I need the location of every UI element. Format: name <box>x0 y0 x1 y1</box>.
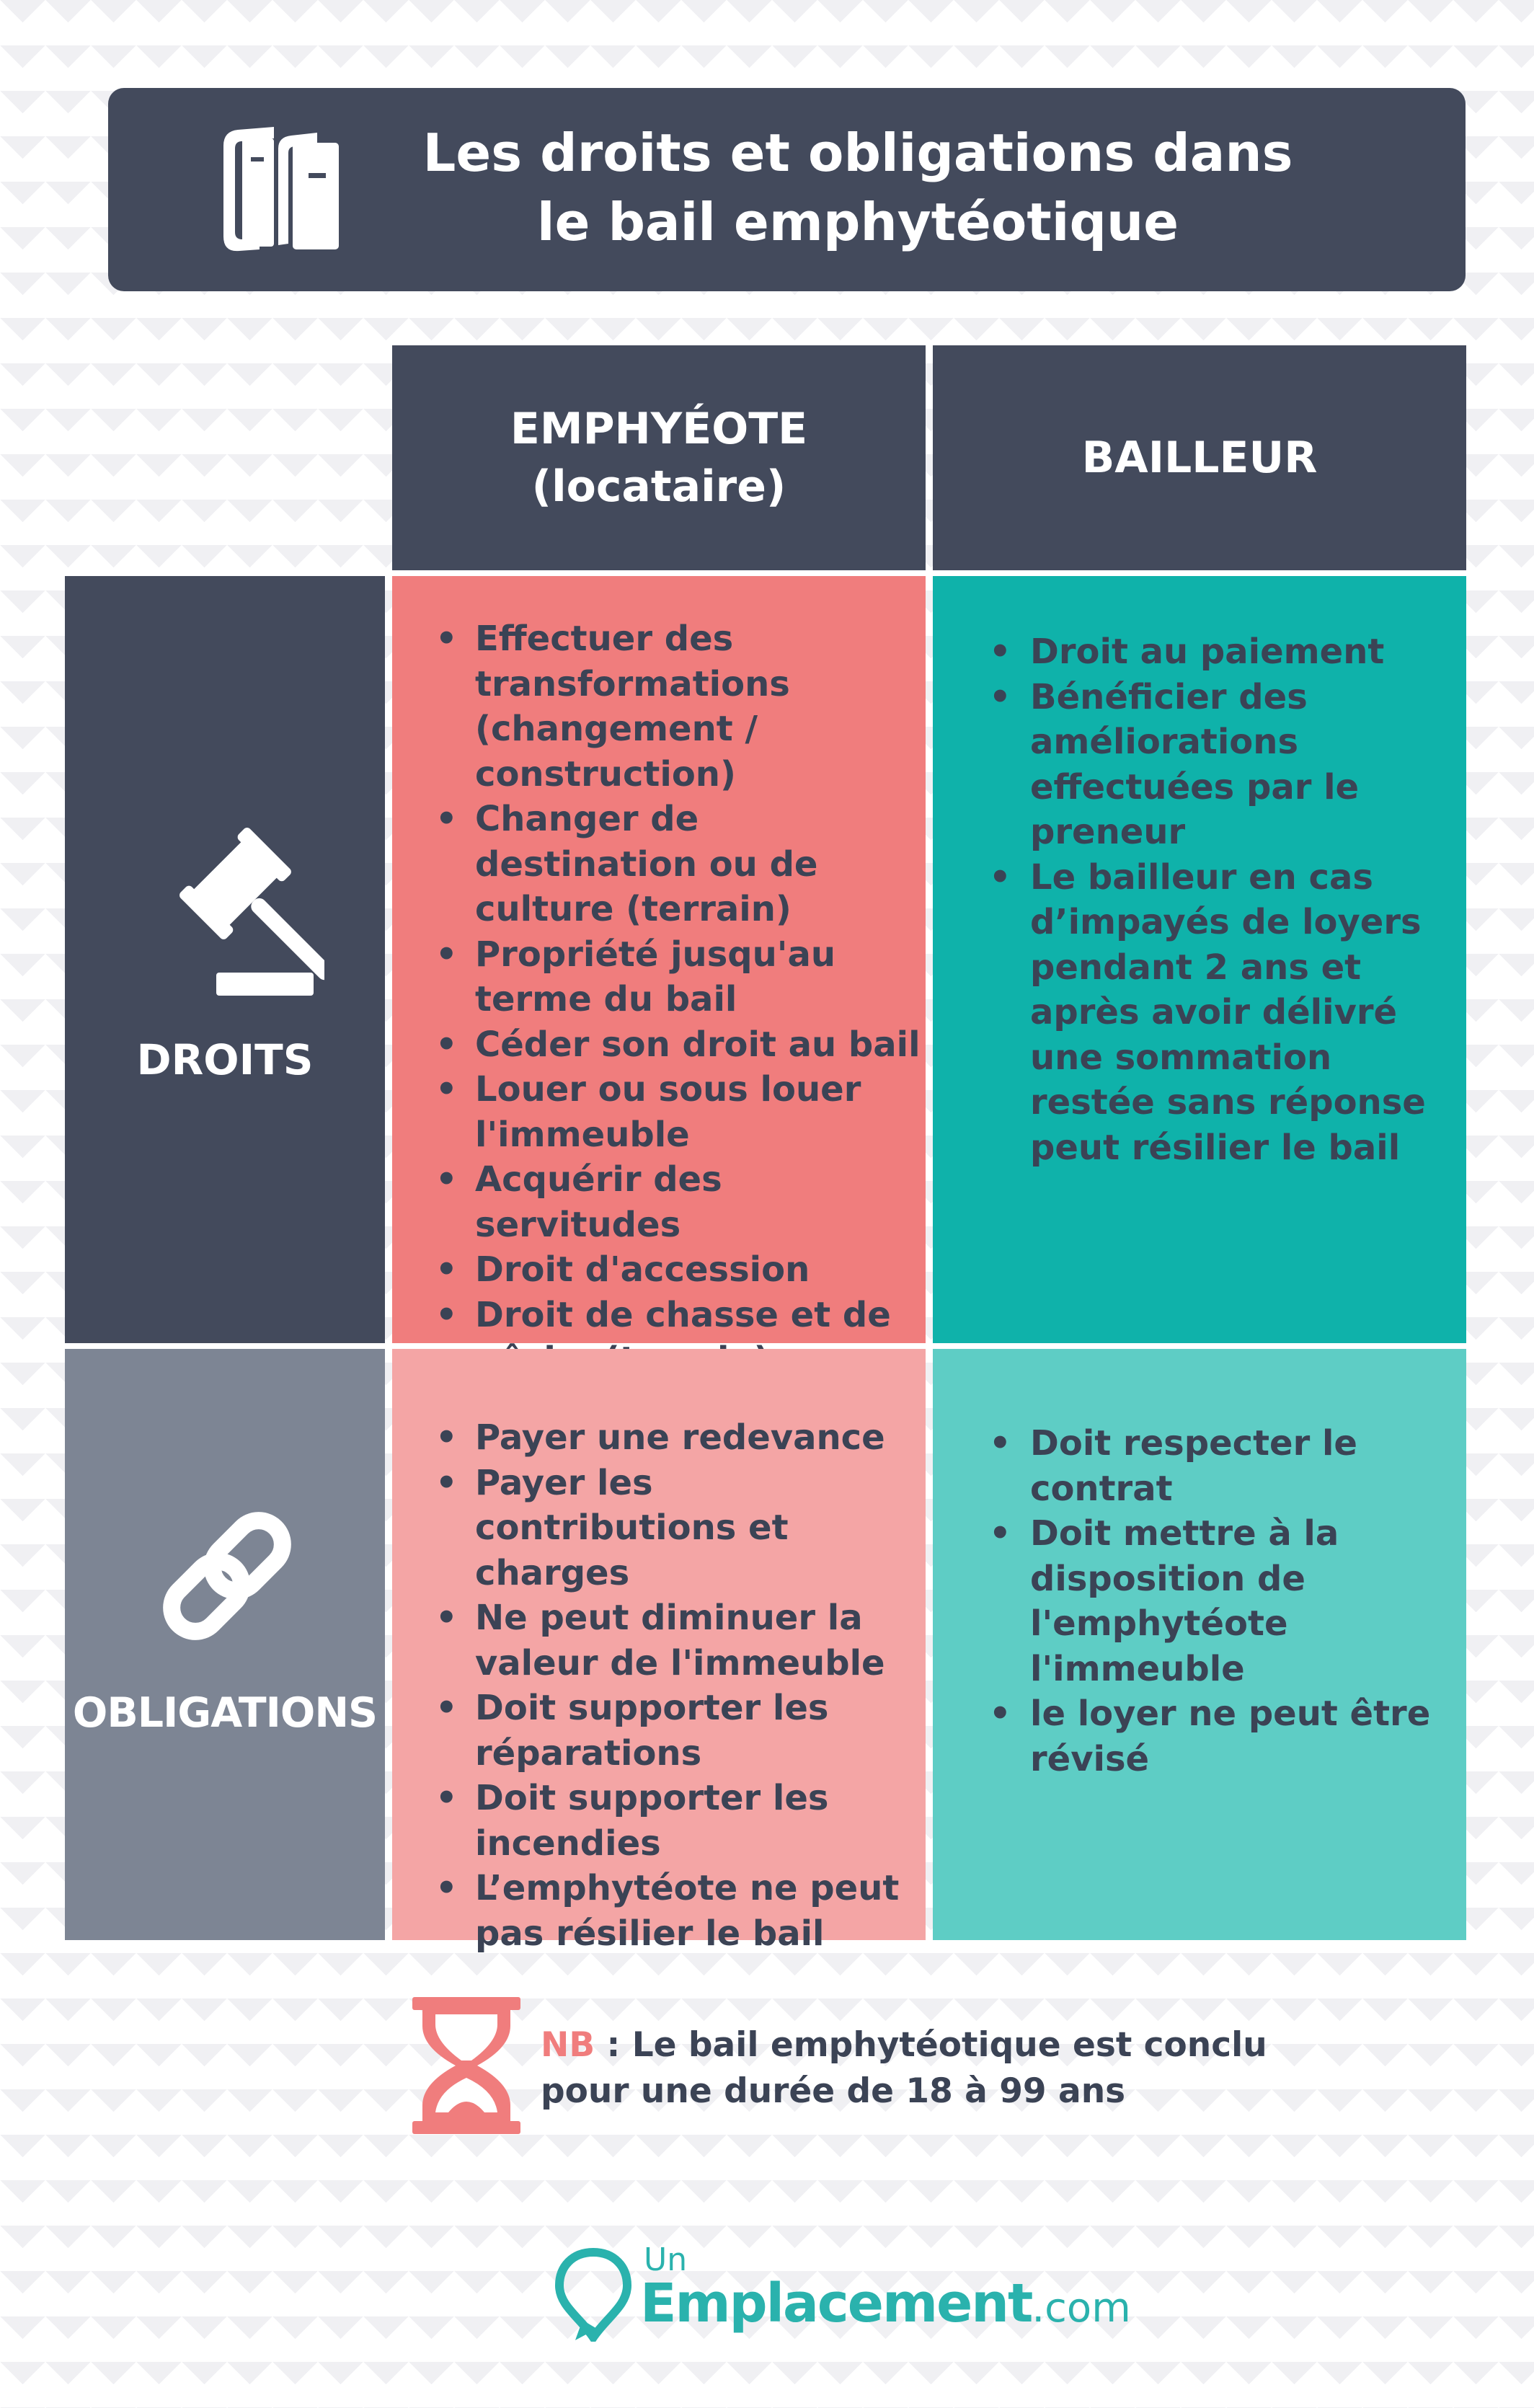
list-item: • L’emphytéote ne peut pas résilier le bail <box>392 1866 926 1956</box>
list-item: • Le bailleur en cas d’impayés de loyers pendant 2 ans et après avoir délivré une sommation restée sans réponse peut résilier le bail <box>933 855 1466 1171</box>
title-line-2: le bail emphytéotique <box>536 192 1179 252</box>
obligations-emphyteote-list <box>392 1415 926 1956</box>
logo-emplacement-text: Emplacement <box>640 2272 1032 2334</box>
hourglass-icon <box>412 1997 520 2134</box>
column-header-bailleur <box>933 345 1466 570</box>
list-item: • le loyer ne peut être révisé <box>933 1691 1466 1781</box>
cell-obligations-emphyteote <box>392 1349 926 1954</box>
header-banner <box>108 88 1466 291</box>
note-text <box>541 2022 1406 2115</box>
list-item: • Droit au paiement <box>933 629 1466 675</box>
list-item: • Effectuer des transformations (changement / construction) <box>392 616 926 797</box>
books-icon <box>209 117 353 261</box>
list-item: • Droit d'accession <box>392 1247 926 1293</box>
list-item: • Payer les contributions et charges <box>392 1461 926 1596</box>
unemplacement-logo[interactable] <box>554 2241 1131 2343</box>
list-item: • Louer ou sous louer l'immeuble <box>392 1067 926 1157</box>
logo-un-text: Un <box>644 2241 688 2278</box>
cell-obligations-bailleur <box>933 1349 1466 1940</box>
column-header-bailleur-label: BAILLEUR <box>1081 433 1318 483</box>
map-pin-icon <box>554 2248 633 2342</box>
list-item: • Doit supporter les réparations <box>392 1686 926 1776</box>
list-item: • Doit respecter le contrat <box>933 1421 1466 1511</box>
cell-droits-emphyteote <box>392 576 926 1343</box>
column-header-emphyteote-line2: (locataire) <box>531 461 786 512</box>
column-header-emphyteote-line1: EMPHYÉOTE <box>510 404 808 454</box>
list-item: • Acquérir des servitudes <box>392 1157 926 1247</box>
note-line-2: pour une durée de 18 à 99 ans <box>541 2071 1126 2111</box>
chain-icon <box>144 1493 310 1659</box>
page-title <box>346 118 1370 257</box>
list-item: • Bénéficier des améliorations effectuées par le preneur <box>933 675 1466 855</box>
list-item: • Propriété jusqu'au terme du bail <box>392 932 926 1022</box>
list-item: • Payer une redevance <box>392 1415 926 1461</box>
droits-emphyteote-list <box>392 616 926 1383</box>
obligations-bailleur-list <box>933 1421 1466 1781</box>
cell-droits-bailleur <box>933 576 1466 1343</box>
title-line-1: Les droits et obligations dans <box>422 123 1293 183</box>
note-line-1: : Le bail emphytéotique est conclu <box>595 2025 1267 2065</box>
note-label: NB <box>541 2025 595 2065</box>
gavel-icon <box>130 814 324 1001</box>
row-label-droits: DROITS <box>136 1035 314 1084</box>
row-label-obligations: OBLIGATIONS <box>72 1689 378 1737</box>
row-header-obligations <box>65 1349 385 1940</box>
column-header-emphyteote <box>392 345 926 570</box>
list-item: • Changer de destination ou de culture (terrain) <box>392 797 926 932</box>
row-header-droits <box>65 576 385 1343</box>
list-item: • Droit de chasse et de <box>392 1293 926 1383</box>
logo-wordmark <box>640 2271 1131 2341</box>
logo-tld-text: .com <box>1032 2285 1131 2332</box>
list-item: • Céder son droit au bail <box>392 1022 926 1068</box>
droits-bailleur-list <box>933 629 1466 1170</box>
list-item: • Ne peut diminuer la valeur de l'immeuble <box>392 1595 926 1686</box>
list-item: • Doit supporter les incendies <box>392 1776 926 1866</box>
list-item: • Doit mettre à la disposition de l'emphytéote l'immeuble <box>933 1511 1466 1691</box>
